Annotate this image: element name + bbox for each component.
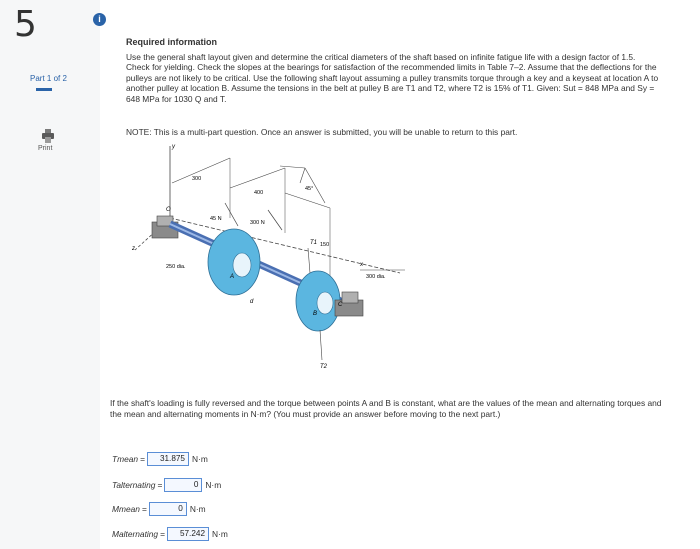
section-title: Required information xyxy=(126,37,218,47)
axis-label-z: z xyxy=(132,246,135,252)
angle-label-45: 45° xyxy=(305,186,314,192)
mmean-symbol: Mmean xyxy=(112,504,140,514)
axis-label-y: y xyxy=(172,144,175,150)
force-label-300n: 300 N xyxy=(250,220,265,226)
talternating-unit: N·m xyxy=(205,480,222,490)
point-label-c: C xyxy=(338,302,343,308)
malternating-input[interactable]: 57.242 xyxy=(167,527,209,541)
point-label-b: B xyxy=(313,311,318,317)
talternating-input[interactable]: 0 xyxy=(164,478,202,492)
diameter-label-d: d xyxy=(250,299,254,305)
point-label-o: O xyxy=(166,207,171,213)
info-circle-icon[interactable]: i xyxy=(93,13,106,26)
answer-row-mmean: Mmean = 0 N·m xyxy=(112,504,206,514)
answer-row-talternating: Talternating = 0 N·m xyxy=(112,480,222,490)
tension-label-t1: T1 xyxy=(310,240,318,246)
answer-row-tmean: Tmean = 31.875 N·m xyxy=(112,454,208,464)
note-text: NOTE: This is a multi-part question. Once an answer is submitted, you will be unable to return to this part. xyxy=(126,127,518,137)
axis-label-x: x xyxy=(360,262,363,268)
dia-label-300: 300 dia. xyxy=(366,274,386,280)
tmean-unit: N·m xyxy=(191,454,208,464)
dim-label-150: 150 xyxy=(320,242,330,248)
part-progress-bar xyxy=(36,88,52,91)
dim-label-400: 400 xyxy=(254,190,264,196)
mmean-unit: N·m xyxy=(189,504,206,514)
talternating-symbol: Talternating xyxy=(112,480,156,490)
answer-row-malternating: Malternating = 57.242 N·m xyxy=(112,529,228,539)
print-label: Print xyxy=(38,145,53,152)
tension-label-t2: T2 xyxy=(320,364,328,370)
malternating-unit: N·m xyxy=(212,529,228,539)
shaft-layout-diagram xyxy=(130,138,430,373)
mmean-input[interactable]: 0 xyxy=(149,502,187,516)
tmean-input[interactable]: 31.875 xyxy=(147,452,189,466)
malternating-symbol: Malternating xyxy=(112,529,159,539)
point-label-a: A xyxy=(230,274,235,280)
dim-label-300: 300 xyxy=(192,176,202,182)
part-label: Part 1 of 2 xyxy=(30,74,67,83)
question-number: 5 xyxy=(14,4,37,45)
force-label-45n: 45 N xyxy=(210,216,222,222)
tmean-symbol: Tmean xyxy=(112,454,139,464)
question-text: If the shaft's loading is fully reversed and the torque between points A and B is constant, what are the values of the mean and alternating torques and the mean and alternating moments in N·m? (You must provide an answer before moving to the next part.) xyxy=(110,398,662,419)
dia-label-250: 250 dia. xyxy=(166,264,186,270)
problem-description: Use the general shaft layout given and determine the critical diameters of the shaft based on infinite fatigue life with a design factor of 1.5. Check for yielding. Check the slopes at the bearings for satisfaction of the recommended limits in Table 7–2. Assume that the deflections for the pulleys are not likely to be critical. Use the following shaft layout assuming a pulley transmits torque through a key and a keyseat at location A to another pulley at location B. Assume the tensions in the belt at pulley B are T1 and T2, where T2 is 15% of T1. Given: Sut = 848 MPa and Sy = 648 MPa for 1030 Q and T. xyxy=(126,52,659,104)
